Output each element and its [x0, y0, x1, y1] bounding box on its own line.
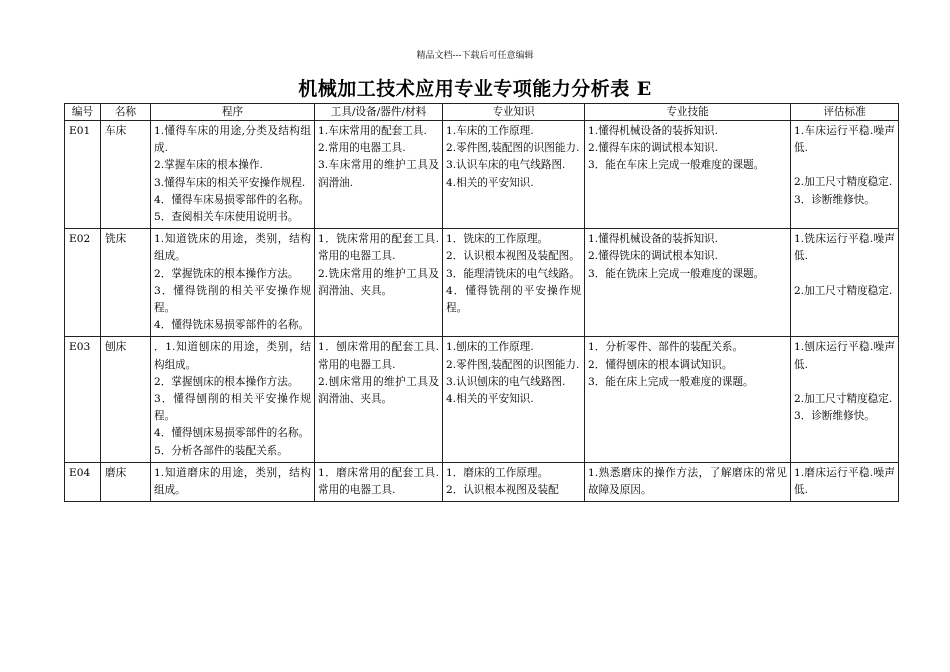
- cell-line: 1.车床常用的配套工具.: [318, 125, 427, 137]
- blank-line: [794, 374, 895, 391]
- cell-line: 5．查阅相关车床使用说明书。: [154, 211, 299, 224]
- blank-line: [794, 266, 895, 283]
- cell-knowledge: [443, 462, 585, 501]
- cell-line: 1.车床运行平稳.噪声低.: [794, 125, 895, 155]
- cell-knowledge: [443, 229, 585, 337]
- cell-criteria: [791, 229, 899, 337]
- cell-line: 3．能在床上完成一般难度的课题。: [588, 375, 754, 388]
- cell-line: 1．铣床常用的配套工具.常用的电器工具.: [318, 233, 439, 263]
- cell-code: E04: [65, 462, 101, 501]
- cell-line: 2.加工尺寸精度稳定.: [794, 392, 893, 405]
- cell-line: 1.刨床的工作原理.: [446, 341, 534, 354]
- column-header-criteria: 评估标准: [791, 104, 899, 121]
- column-header-knowledge: 专业知识: [443, 104, 585, 121]
- table-row: [65, 462, 899, 501]
- cell-line: 3.认识刨床的电气线路图.: [446, 375, 566, 388]
- cell-line: 1．磨床的工作原理。: [446, 466, 549, 479]
- cell-procedure: [151, 337, 315, 462]
- cell-tools: [315, 121, 443, 229]
- cell-line: 2．认识根本视图及装配: [446, 484, 559, 497]
- cell-criteria: [791, 121, 899, 229]
- cell-line: 3．诊断维修快。: [794, 410, 875, 423]
- cell-line: 4．懂得车床易损零部件的名称。: [154, 193, 310, 206]
- table-body: [65, 121, 899, 502]
- cell-line: 1．磨床常用的配套工具.常用的电器工具.: [318, 466, 439, 497]
- cell-line: 1.懂得车床的用途,分类及结构组成.: [154, 125, 311, 155]
- cell-line: 1．分析零件、部件的装配关系。: [588, 341, 744, 354]
- cell-criteria: [791, 462, 899, 501]
- cell-skills: [585, 337, 791, 462]
- cell-line: 1．铣床的工作原理。: [446, 233, 549, 246]
- cell-line: 2．掌握刨床的根本操作方法。: [154, 375, 299, 388]
- cell-procedure: [151, 229, 315, 337]
- cell-knowledge: [443, 337, 585, 462]
- cell-skills: [585, 229, 791, 337]
- cell-line: 2.懂得车床的调试根本知识.: [588, 142, 719, 155]
- cell-name: 铣床: [101, 229, 151, 337]
- cell-line: 3.认识车床的电气线路图.: [446, 159, 566, 172]
- cell-line: 1．刨床常用的配套工具.常用的电器工具.: [318, 341, 439, 371]
- cell-line: 1.磨床运行平稳.噪声低.: [794, 466, 895, 497]
- cell-line: 4．懂得铣削的平安操作规程。: [446, 284, 581, 315]
- cell-line: ．1.知道刨床的用途，类别，结构组成。: [154, 341, 311, 371]
- header-note: 精品文档---下载后可任意编辑: [416, 51, 534, 61]
- cell-code: E03: [65, 337, 101, 462]
- cell-code: E02: [65, 229, 101, 337]
- table-header-row: [65, 104, 899, 121]
- cell-line: 3.懂得车床的相关平安操作规程.: [154, 176, 306, 189]
- cell-line: 2.常用的电器工具.: [318, 142, 406, 155]
- cell-skills: [585, 121, 791, 229]
- cell-line: 1.知道磨床的用途，类别，结构组成。: [154, 466, 311, 497]
- column-header-code: 编号: [65, 104, 101, 121]
- cell-line: 4.相关的平安知识.: [446, 393, 534, 406]
- cell-line: 2.加工尺寸精度稳定.: [794, 176, 893, 189]
- cell-line: 4．懂得铣床易损零部件的名称。: [154, 319, 310, 332]
- cell-line: 2．懂得刨床的根本调试知识。: [588, 358, 733, 371]
- column-header-skills: 专业技能: [585, 104, 791, 121]
- cell-line: 1.铣床运行平稳.噪声低.: [794, 233, 895, 263]
- cell-line: 2.刨床常用的维护工具及润滑油、夹具。: [318, 375, 439, 406]
- cell-line: 2.掌握车床的根本操作.: [154, 159, 263, 172]
- cell-line: 2.懂得铣床的调试根本知识.: [588, 250, 719, 263]
- cell-line: 3．能在车床上完成一般难度的课题。: [588, 159, 765, 172]
- column-header-tools: 工具/设备/器件/材料: [315, 104, 443, 121]
- cell-tools: [315, 229, 443, 337]
- column-header-name: 名称: [101, 104, 151, 121]
- cell-line: 1.熟悉磨床的操作方法，了解磨床的常见故障及原因。: [588, 466, 787, 497]
- cell-tools: [315, 337, 443, 462]
- cell-line: 1.懂得机械设备的装拆知识.: [588, 125, 719, 137]
- ability-analysis-table: [64, 103, 899, 502]
- cell-line: 4.相关的平安知识.: [446, 176, 534, 189]
- cell-line: 3．诊断维修快。: [794, 193, 875, 206]
- cell-line: 2．认识根本视图及装配图。: [446, 250, 580, 263]
- cell-line: 2.铣床常用的维护工具及润滑油、夹具。: [318, 267, 439, 297]
- page-title: 机械加工技术应用专业专项能力分析表 E: [298, 78, 652, 100]
- cell-line: 1.车床的工作原理.: [446, 125, 534, 137]
- blank-line: [794, 157, 895, 174]
- cell-tools: [315, 462, 443, 501]
- cell-knowledge: [443, 121, 585, 229]
- cell-line: 2.零件图,装配图的识图能力.: [446, 358, 580, 371]
- cell-criteria: [791, 337, 899, 462]
- cell-line: 1.懂得机械设备的装拆知识.: [588, 233, 719, 246]
- cell-name: 刨床: [101, 337, 151, 462]
- cell-line: 2．掌握铣床的根本操作方法。: [154, 267, 299, 280]
- table-row: [65, 337, 899, 462]
- cell-line: 3.车床常用的维护工具及润滑油.: [318, 159, 439, 189]
- cell-line: 1.刨床运行平稳.噪声低.: [794, 341, 895, 371]
- cell-line: 2.加工尺寸精度稳定.: [794, 284, 893, 297]
- table-row: [65, 229, 899, 337]
- cell-procedure: [151, 121, 315, 229]
- cell-line: 5．分析各部件的装配关系。: [154, 444, 288, 457]
- column-header-procedure: 程序: [151, 104, 315, 121]
- cell-line: 4．懂得刨床易损零部件的名称。: [154, 427, 310, 440]
- cell-line: 3．懂得铣削的相关平安操作规程。: [154, 284, 311, 315]
- cell-skills: [585, 462, 791, 501]
- table-row: [65, 121, 899, 229]
- cell-line: 3．能在铣床上完成一般难度的课题。: [588, 267, 765, 280]
- cell-line: 2.零件图,装配图的识图能力.: [446, 142, 580, 155]
- cell-name: 车床: [101, 121, 151, 229]
- cell-line: 3．懂得刨削的相关平安操作规程。: [154, 393, 311, 423]
- cell-procedure: [151, 462, 315, 501]
- cell-line: 3．能理清铣床的电气线路。: [446, 267, 580, 280]
- cell-line: 1.知道铣床的用途，类别，结构组成。: [154, 233, 311, 263]
- cell-name: 磨床: [101, 462, 151, 501]
- cell-code: E01: [65, 121, 101, 229]
